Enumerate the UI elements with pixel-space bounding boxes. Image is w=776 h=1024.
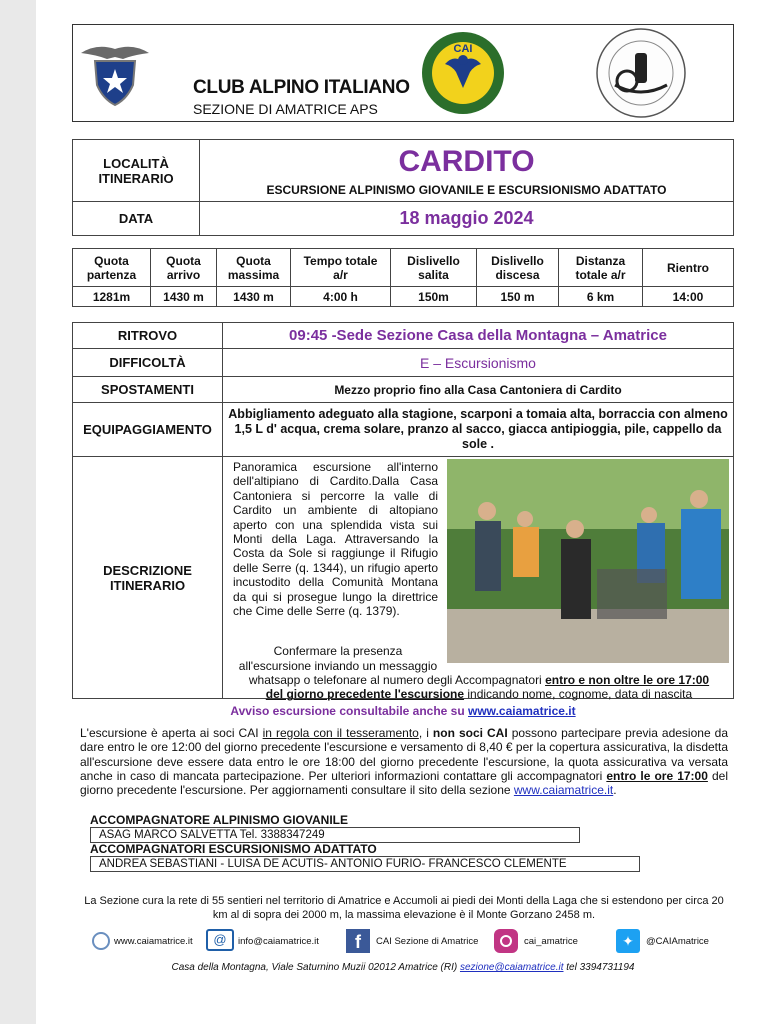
stat-value: 150m: [391, 287, 477, 307]
ritrovo-value: 09:45 -Sede Sezione Casa della Montagna – Amatrice: [223, 323, 734, 349]
difficolta-value: E – Escursionismo: [223, 349, 734, 377]
stat-value: 6 km: [559, 287, 643, 307]
data-label: DATA: [73, 202, 200, 236]
localita-label: LOCALITÀ: [103, 155, 169, 171]
section-name: SEZIONE DI AMATRICE APS: [193, 101, 378, 117]
equipaggiamento-label: EQUIPAGGIAMENTO: [73, 403, 223, 457]
stats-value-row: [73, 287, 734, 307]
ag-value: ASAG MARCO SALVETTA Tel. 3388347249: [90, 827, 580, 843]
stats-table: [72, 248, 734, 307]
logo-cai-text: CAI: [453, 43, 473, 55]
stat-header: Tempo totale a/r: [291, 249, 391, 287]
globe-icon: [92, 932, 110, 950]
avviso-link[interactable]: www.caiamatrice.it: [468, 704, 576, 718]
stat-header: Distanza totale a/r: [559, 249, 643, 287]
email-icon: @: [206, 929, 234, 951]
stat-header: Quota arrivo: [151, 249, 217, 287]
footer-instagram[interactable]: cai_amatrice: [524, 936, 578, 947]
header-box: [72, 24, 734, 122]
stat-header: Dislivello salita: [391, 249, 477, 287]
facebook-icon: f: [346, 929, 370, 953]
details-table: [72, 322, 734, 699]
footer-email[interactable]: info@caiamatrice.it: [238, 936, 319, 947]
stat-value: 4:00 h: [291, 287, 391, 307]
equipaggiamento-value: Abbigliamento adeguato alla stagione, scarponi a tomaia alta, borraccia con almeno 1,5 L d' acqua, crema solare, pranzo al sacco, giacca antipioggia, pile, cappello da sole .: [223, 403, 734, 457]
descrizione-label-cell: [73, 457, 223, 699]
stat-value: 14:00: [643, 287, 734, 307]
confirm-text-2: whatsapp o telefonare al numero degli Accompagnatori entro e non oltre le ore 17:00 del giorno precedente l'escursione indicando nome, cognome, data di nascita: [248, 673, 710, 701]
policy-link[interactable]: www.caiamatrice.it: [513, 783, 614, 798]
confirm-text-1: Confermare la presenza all'escursione inviando un messaggio: [238, 644, 438, 673]
stat-value: 1281m: [73, 287, 151, 307]
footer-address: Casa della Montagna, Viale Saturnino Muzii 02012 Amatrice (RI) sezione@caiamatrice.it tel 3394731194: [171, 962, 635, 973]
footer-facebook[interactable]: CAI Sezione di Amatrice: [376, 936, 479, 947]
twitter-icon: ✦: [616, 929, 640, 953]
flyer-page: [36, 0, 776, 1024]
difficolta-label: DIFFICOLTÀ: [73, 349, 223, 377]
cai-eagle-logo: [77, 39, 153, 109]
stat-header: Quota partenza: [73, 249, 151, 287]
stat-header: Quota massima: [217, 249, 291, 287]
hikers-photo: [447, 459, 729, 663]
footer-links: [92, 928, 732, 954]
stats-header-row: [73, 249, 734, 287]
alpinismo-giovanile-logo: [420, 30, 506, 116]
stat-value: 150 m: [477, 287, 559, 307]
ritrovo-label: RITROVO: [73, 323, 223, 349]
gruppo-logo: [595, 27, 687, 119]
spostamenti-value: Mezzo proprio fino alla Casa Cantoniera di Cardito: [223, 377, 734, 403]
ea-label: ACCOMPAGNATORI ESCURSIONISMO ADATTATO: [90, 842, 377, 856]
descrizione-text: Panoramica escursione all'interno dell'altipiano di Cardito.Dalla Casa Cantoniera si percorre la valle di Cardito un ambiente di altopiano aperto con una splendida vista sui Monti della Laga. Attraversando la Costa da Sole si raggiunge il Rifugio delle Serre (q. 1344), un rifugio aperto incustodito della Comunità Montana da qui si prosegue lungo la direttrice che Cime delle Serre (q. 1379).: [233, 460, 438, 619]
itinerario-label: ITINERARIO: [98, 170, 174, 186]
club-name: CLUB ALPINO ITALIANO: [193, 77, 410, 98]
footer-twitter[interactable]: @CAIAmatrice: [646, 936, 709, 947]
stat-header: Dislivello discesa: [477, 249, 559, 287]
avviso-line: [72, 704, 734, 718]
title-cell: [200, 140, 734, 202]
descrizione-label: DESCRIZIONE: [103, 562, 192, 578]
trip-subtitle: ESCURSIONE ALPINISMO GIOVANILE E ESCURSIONISMO ADATTATO: [266, 182, 667, 197]
stat-value: 1430 m: [217, 287, 291, 307]
localita-label-cell: [73, 140, 200, 202]
stat-header: Rientro: [643, 249, 734, 287]
ea-value: ANDREA SEBASTIANI - LUISA DE ACUTIS- ANTONIO FURIO- FRANCESCO CLEMENTE: [90, 856, 640, 872]
policy-paragraph: L'escursione è aperta ai soci CAI in regola con il tesseramento, i non soci CAI possono partecipare previa adesione da dare entro le ore 12:00 del giorno precedente l'escursione e versamento di 8,40 € per la copertura assicurativa, la disdetta all'escursione deve essere data entro le ore 18:00 del giorno precedente l'escursione, la quota assicurativa va versata anche in caso di mancata partecipazione. Per ulteriori informazioni contattare gli accompagnatori entro le ore 17:00 del giorno precedente l'escursione. Per aggiornamenti consultare il sito della sezione www.caiamatrice.it.: [80, 726, 729, 798]
descrizione-cell: [223, 457, 734, 699]
itinerario-label-2: ITINERARIO: [109, 577, 186, 593]
avviso-text: Avviso escursione consultabile anche su: [230, 704, 469, 718]
ag-label: ACCOMPAGNATORE ALPINISMO GIOVANILE: [90, 813, 349, 827]
sentieri-note: La Sezione cura la rete di 55 sentieri nel territorio di Amatrice e Accumoli ai piedi dei Monti della Laga che si estendono per circa 20 km al di sopra dei 2000 m, la massima elevazione è il Monte Gorzano 2458 m.: [84, 895, 724, 921]
title-table: [72, 139, 734, 236]
address-email[interactable]: sezione@caiamatrice.it: [459, 962, 564, 973]
instagram-icon: [494, 929, 518, 953]
stat-value: 1430 m: [151, 287, 217, 307]
trip-date: 18 maggio 2024: [200, 202, 734, 236]
page-title: CARDITO: [398, 144, 535, 178]
spostamenti-label: SPOSTAMENTI: [73, 377, 223, 403]
footer-web[interactable]: www.caiamatrice.it: [114, 936, 193, 947]
